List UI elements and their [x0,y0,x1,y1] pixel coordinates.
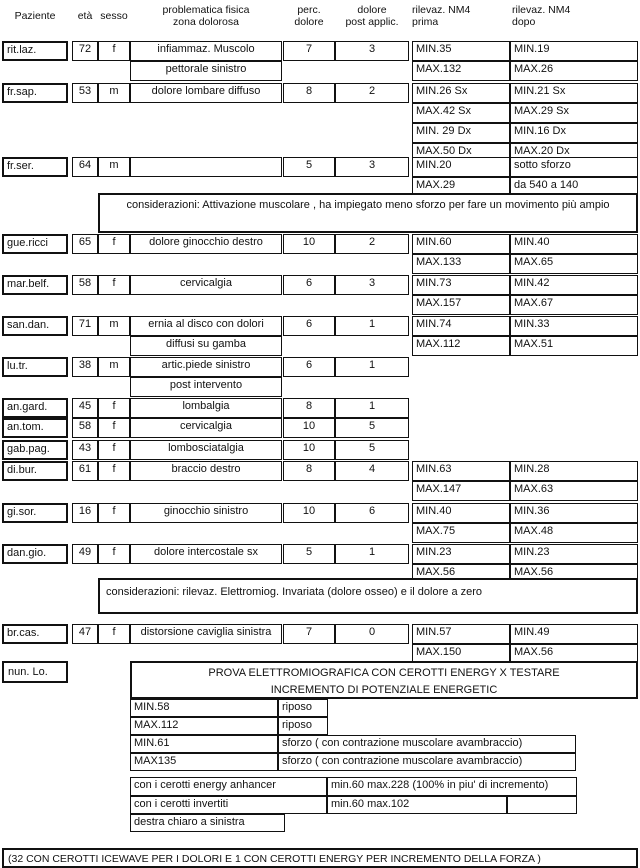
patient-name: gi.sor. [2,503,68,523]
patient-name: san.dan. [2,316,68,336]
prova-description: sforzo ( con contrazione muscolare avambraccio) [278,735,576,753]
rilevaz-prima: MAX.150 [412,644,510,664]
perc-dolore: 6 [283,275,335,295]
rilevaz-prima: MAX.75 [412,523,510,543]
patient-sex: m [98,316,130,336]
header-problematica [130,4,282,28]
problematica-cell: dolore ginocchio destro [130,234,282,254]
patient-age: 58 [72,275,98,295]
rilevaz-dopo: MIN.49 [510,624,638,644]
patient-name: an.gard. [2,398,68,418]
rilevaz-dopo: MIN.40 [510,234,638,254]
patient-sex: f [98,234,130,254]
prova-description: riposo [278,699,328,717]
rilevaz-prima: MIN.57 [412,624,510,644]
patient-name: dan.gio. [2,544,68,564]
anhancer-label: con i cerotti energy anhancer [130,777,327,796]
problematica-cell: braccio destro [130,461,282,481]
rilevaz-prima: MIN. 29 Dx [412,123,510,143]
rilevaz-prima: MAX.157 [412,295,510,315]
patient-sex: f [98,624,130,644]
patient-name: fr.sap. [2,83,68,103]
patient-name: br.cas. [2,624,68,644]
perc-dolore: 8 [283,461,335,481]
prova-title [130,661,638,699]
header-dopo-line1: rilevaz. NM4 [512,4,571,16]
problematica-cell: artic.piede sinistro [130,357,282,377]
dolore-post: 2 [335,83,409,103]
dolore-post: 3 [335,41,409,61]
patient-name: gue.ricci [2,234,68,254]
patient-age: 65 [72,234,98,254]
header-perc-line2: dolore [294,16,324,28]
perc-dolore: 8 [283,83,335,103]
header-dopo-line2: dopo [512,16,536,28]
patient-sex: f [98,544,130,564]
prova-value: MIN.58 [130,699,278,717]
patient-age: 43 [72,440,98,460]
patient-age: 61 [72,461,98,481]
rilevaz-prima: MAX.132 [412,61,510,81]
problematica-cell: infiammaz. Muscolo [130,41,282,61]
perc-dolore: 6 [283,357,335,377]
problematica-cell: dolore intercostale sx [130,544,282,564]
header-sesso: sesso [100,10,128,22]
patient-name: rit.laz. [2,41,68,61]
rilevaz-prima: MIN.73 [412,275,510,295]
note-dan-gio: considerazioni: rilevaz. Elettromiog. Invariata (dolore osseo) e il dolore a zero [98,578,638,614]
rilevaz-prima: MIN.74 [412,316,510,336]
perc-dolore: 6 [283,316,335,336]
dolore-post: 1 [335,544,409,564]
problematica-cell: cervicalgia [130,418,282,438]
patient-sex: f [98,461,130,481]
problematica-cell: pettorale sinistro [130,61,282,81]
rilevaz-prima: MAX.133 [412,254,510,274]
rilevaz-dopo: MAX.26 [510,61,638,81]
rilevaz-dopo: MAX.29 Sx [510,103,638,123]
invertiti-empty-cell [507,796,577,814]
rilevaz-prima: MIN.35 [412,41,510,61]
perc-dolore: 7 [283,624,335,644]
invertiti-label-2: destra chiaro a sinistra [130,814,285,832]
rilevaz-dopo: MIN.19 [510,41,638,61]
patient-age: 71 [72,316,98,336]
patient-age: 53 [72,83,98,103]
header-problematica-line1: problematica fisica [162,4,250,16]
header-post-line1: dolore [357,4,387,16]
rilevaz-prima: MIN.63 [412,461,510,481]
dolore-post: 3 [335,275,409,295]
problematica-cell: cervicalgia [130,275,282,295]
problematica-cell: ernia al disco con dolori [130,316,282,336]
perc-dolore: 7 [283,41,335,61]
prova-description: riposo [278,717,328,735]
patient-age: 58 [72,418,98,438]
dolore-post: 0 [335,624,409,644]
rilevaz-dopo: MIN.28 [510,461,638,481]
patient-sex: f [98,440,130,460]
dolore-post: 2 [335,234,409,254]
rilevaz-prima: MIN.20 [412,157,510,177]
rilevaz-dopo: MIN.36 [510,503,638,523]
invertiti-label: con i cerotti invertiti [130,796,327,814]
invertiti-value: min.60 max.102 [327,796,507,814]
perc-dolore: 5 [283,544,335,564]
rilevaz-dopo: da 540 a 140 [510,177,638,197]
header-perc [283,4,335,28]
dolore-post: 3 [335,157,409,177]
perc-dolore: 10 [283,503,335,523]
header-paziente: Paziente [14,10,56,22]
rilevaz-dopo: MAX.63 [510,481,638,501]
dolore-post: 1 [335,398,409,418]
dolore-post: 6 [335,503,409,523]
dolore-post: 1 [335,357,409,377]
rilevaz-dopo: MIN.23 [510,544,638,564]
rilevaz-prima: MIN.60 [412,234,510,254]
patient-age: 72 [72,41,98,61]
rilevaz-dopo: MAX.48 [510,523,638,543]
problematica-cell: lombalgia [130,398,282,418]
rilevaz-prima: MIN.40 [412,503,510,523]
header-dopo [512,4,612,28]
prova-title-line2: INCREMENTO DI POTENZIALE ENERGETIC [270,684,498,696]
patient-sex: f [98,41,130,61]
header-prima-line1: rilevaz. NM4 [412,4,471,16]
dolore-post: 1 [335,316,409,336]
patient-name: an.tom. [2,418,68,438]
patient-sex: f [98,275,130,295]
rilevaz-dopo: MAX.20 Dx [510,143,638,163]
prova-value: MAX135 [130,753,278,771]
patient-age: 45 [72,398,98,418]
patient-name: mar.belf. [2,275,68,295]
problematica-cell: distorsione caviglia sinistra [130,624,282,644]
rilevaz-dopo: MIN.42 [510,275,638,295]
prova-patient-name: nun. Lo. [2,661,68,683]
patient-sex: f [98,503,130,523]
rilevaz-dopo: MAX.67 [510,295,638,315]
prova-value: MAX.112 [130,717,278,735]
patient-age: 47 [72,624,98,644]
dolore-post: 4 [335,461,409,481]
prova-title-line1: PROVA ELETTROMIOGRAFICA CON CEROTTI ENERGY X TESTARE [208,667,560,679]
rilevaz-prima: MAX.29 [412,177,510,197]
patient-age: 64 [72,157,98,177]
rilevaz-prima: MIN.26 Sx [412,83,510,103]
rilevaz-prima: MAX.147 [412,481,510,501]
dolore-post: 5 [335,440,409,460]
rilevaz-prima: MAX.56 [412,564,510,584]
problematica-cell: ginocchio sinistro [130,503,282,523]
patient-sex: m [98,157,130,177]
rilevaz-dopo: MIN.21 Sx [510,83,638,103]
header-prima-line2: prima [412,16,439,28]
patient-sex: m [98,357,130,377]
patient-sex: m [98,83,130,103]
patient-name: fr.ser. [2,157,68,177]
rilevaz-prima: MAX.112 [412,336,510,356]
header-perc-line1: perc. [297,4,321,16]
patient-name: di.bur. [2,461,68,481]
perc-dolore: 5 [283,157,335,177]
problematica-cell: diffusi su gamba [130,336,282,356]
rilevaz-dopo: MIN.16 Dx [510,123,638,143]
problematica-cell: post intervento [130,377,282,397]
perc-dolore: 10 [283,234,335,254]
rilevaz-dopo: MAX.51 [510,336,638,356]
header-post [335,4,409,28]
rilevaz-prima: MAX.50 Dx [412,143,510,163]
header-problematica-line2: zona dolorosa [173,16,239,28]
problematica-cell [130,157,282,177]
perc-dolore: 8 [283,398,335,418]
rilevaz-dopo: sotto sforzo [510,157,638,177]
note-fr-ser: considerazioni: Attivazione muscolare , ha impiegato meno sforzo per fare un movimento più ampio [98,193,638,233]
header-prima [412,4,508,28]
patient-age: 49 [72,544,98,564]
patient-age: 16 [72,503,98,523]
perc-dolore: 10 [283,440,335,460]
problematica-cell: dolore lombare diffuso [130,83,282,103]
rilevaz-prima: MAX.42 Sx [412,103,510,123]
dolore-post: 5 [335,418,409,438]
header-eta: età [77,10,93,22]
header-post-line2: post applic. [345,16,399,28]
rilevaz-prima: MIN.23 [412,544,510,564]
anhancer-value: min.60 max.228 (100% in piu' di incremento) [327,777,577,796]
rilevaz-dopo: MAX.56 [510,564,638,584]
patient-age: 38 [72,357,98,377]
patient-name: lu.tr. [2,357,68,377]
patient-sex: f [98,418,130,438]
problematica-cell: lombosciatalgia [130,440,282,460]
footer-note: (32 CON CEROTTI ICEWAVE PER I DOLORI E 1 CON CEROTTI ENERGY PER INCREMENTO DELLA FORZA ) [2,848,638,868]
rilevaz-dopo: MAX.56 [510,644,638,664]
patient-name: gab.pag. [2,440,68,460]
prova-value: MIN.61 [130,735,278,753]
rilevaz-dopo: MIN.33 [510,316,638,336]
prova-description: sforzo ( con contrazione muscolare avambraccio) [278,753,576,771]
rilevaz-dopo: MAX.65 [510,254,638,274]
perc-dolore: 10 [283,418,335,438]
patient-sex: f [98,398,130,418]
